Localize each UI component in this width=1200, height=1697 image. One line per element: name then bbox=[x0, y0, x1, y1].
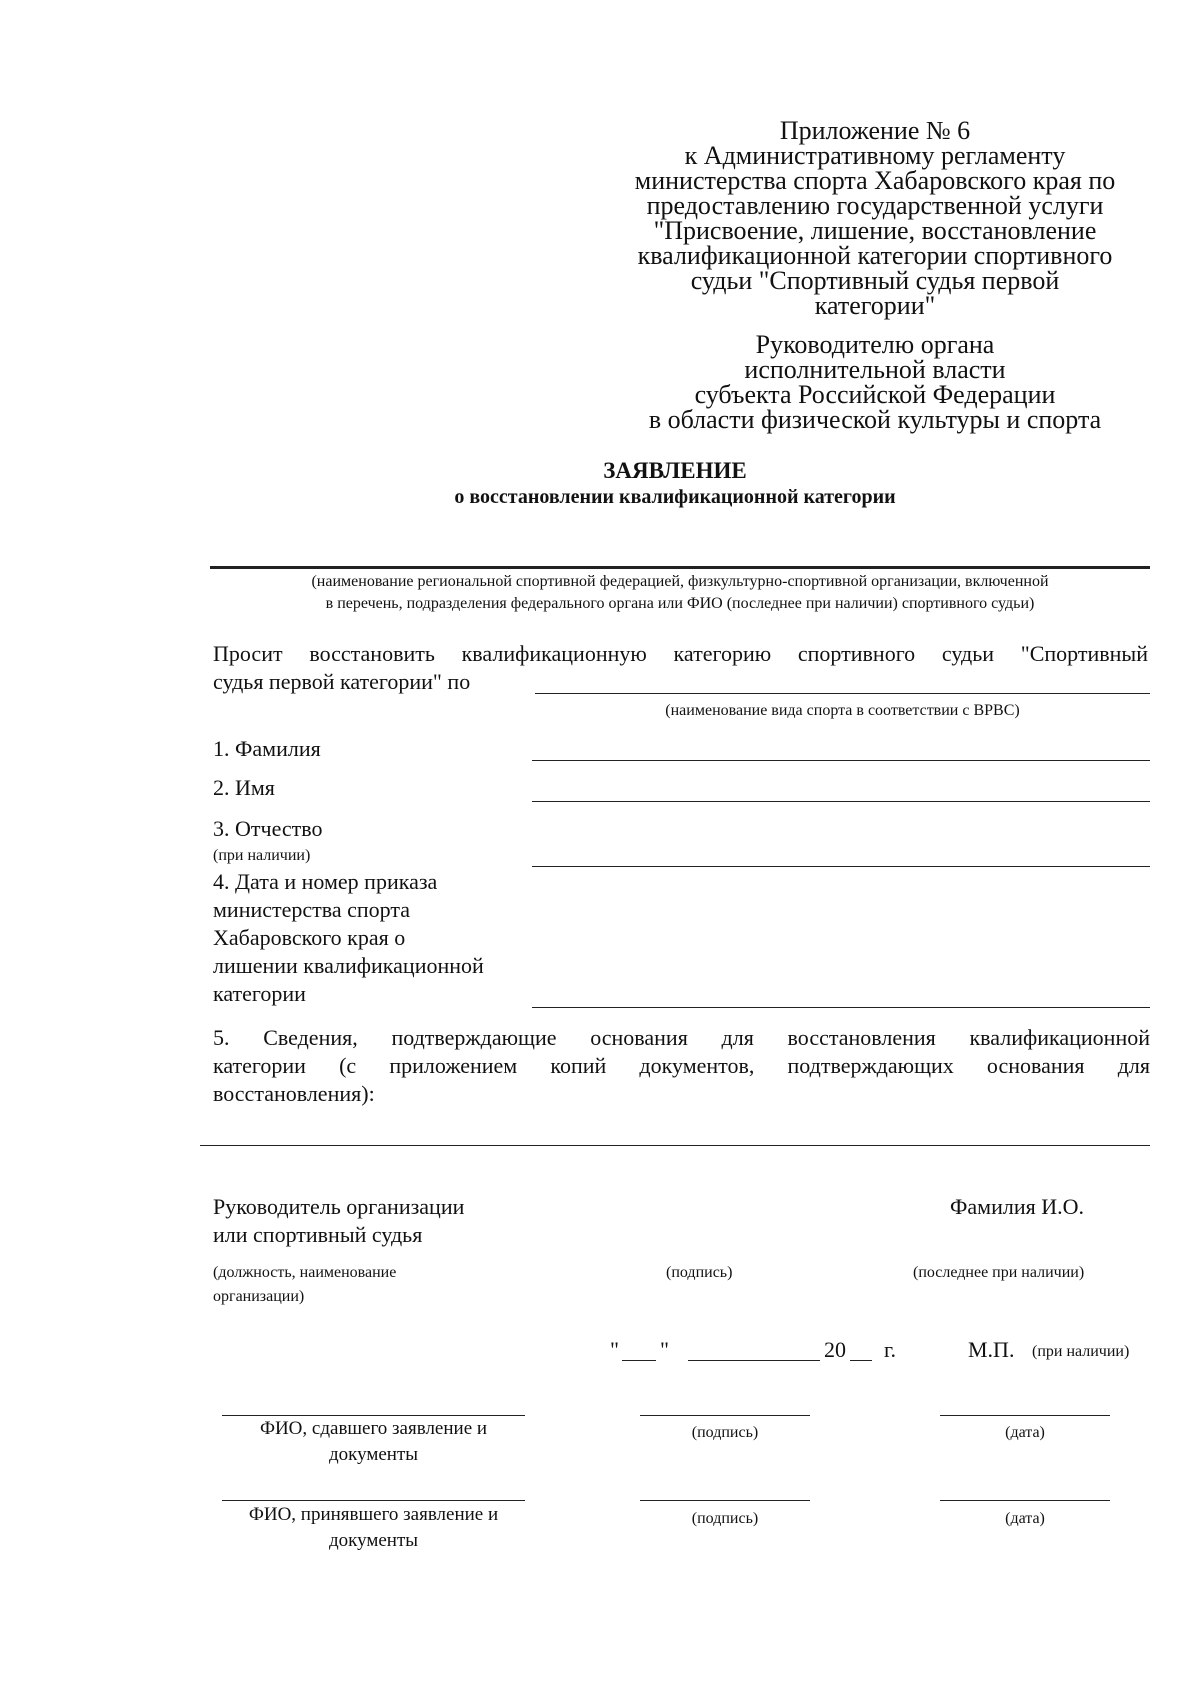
receiver-name-field[interactable] bbox=[222, 1500, 525, 1501]
applicant-note-line: в перечень, подразделения федерального органа или ФИО (последнее при наличии) спортивного судьи) bbox=[325, 595, 1035, 612]
receiver-date-note: (дата) bbox=[1005, 1510, 1045, 1527]
header-line: министерства спорта Хабаровского края по bbox=[634, 166, 1116, 195]
submitter-label-line: документы bbox=[328, 1444, 419, 1465]
grounds-line1: 5. Сведения, подтверждающие основания для восстановления квалификационной bbox=[213, 1025, 1150, 1050]
date-year-prefix: 20 bbox=[824, 1337, 846, 1362]
patronymic-field[interactable] bbox=[532, 866, 1150, 867]
date-day-field[interactable] bbox=[622, 1360, 656, 1361]
submitter-date-field[interactable] bbox=[940, 1415, 1110, 1416]
order-label-line: лишении квалификационной bbox=[213, 953, 484, 978]
recipient-block bbox=[590, 332, 1160, 432]
date-year-suffix: г. bbox=[884, 1337, 897, 1362]
applicant-field-line[interactable] bbox=[210, 566, 1150, 569]
header-line: к Административному регламенту bbox=[684, 141, 1066, 170]
grounds-line3: восстановления): bbox=[213, 1081, 375, 1106]
recipient-line: исполнительной власти bbox=[744, 355, 1006, 384]
submitter-date-note: (дата) bbox=[1005, 1424, 1045, 1441]
date-quote-open: " bbox=[610, 1337, 619, 1362]
stamp-note: (при наличии) bbox=[1032, 1343, 1130, 1360]
request-text-line1: Просит восстановить квалификационную категорию спортивного судьи "Спортивный bbox=[213, 641, 1148, 666]
date-quote-close: " bbox=[660, 1337, 669, 1362]
applicant-note-line: (наименование региональной спортивной федерацией, физкультурно-спортивной организации, включенной bbox=[311, 573, 1049, 590]
recipient-line: субъекта Российской Федерации bbox=[694, 380, 1056, 409]
recipient-line: в области физической культуры и спорта bbox=[648, 405, 1102, 434]
grounds-line2: категории (с приложением копий документов, подтверждающих основания для bbox=[213, 1053, 1150, 1078]
receiver-sign-note: (подпись) bbox=[691, 1510, 759, 1527]
position-note-line2: организации) bbox=[213, 1288, 305, 1305]
date-month-field[interactable] bbox=[688, 1360, 820, 1361]
surname-label: 1. Фамилия bbox=[213, 736, 321, 761]
document-subtitle: о восстановлении квалификационной категории bbox=[454, 486, 896, 508]
header-line: категории" bbox=[814, 291, 936, 320]
receiver-label bbox=[222, 1502, 525, 1554]
surname-field[interactable] bbox=[532, 760, 1150, 761]
submitter-sign-note: (подпись) bbox=[691, 1424, 759, 1441]
name-label: 2. Имя bbox=[213, 775, 275, 800]
header-line: Приложение № 6 bbox=[779, 116, 971, 145]
submitter-label bbox=[222, 1416, 525, 1468]
signature-note: (подпись) bbox=[666, 1264, 733, 1281]
order-label-line: Хабаровского края о bbox=[213, 925, 406, 950]
receiver-label-line: документы bbox=[328, 1530, 419, 1551]
grounds-field[interactable] bbox=[200, 1145, 1150, 1146]
stamp-label: М.П. bbox=[968, 1337, 1015, 1362]
appendix-header bbox=[590, 118, 1160, 318]
recipient-line: Руководителю органа bbox=[755, 330, 995, 359]
patronymic-note: (при наличии) bbox=[213, 847, 311, 864]
date-year-field[interactable] bbox=[850, 1360, 872, 1361]
name-note: (последнее при наличии) bbox=[913, 1264, 1085, 1281]
patronymic-label: 3. Отчество bbox=[213, 816, 323, 841]
signer-role-line1: Руководитель организации bbox=[213, 1194, 465, 1219]
header-line: квалификационной категории спортивного bbox=[637, 241, 1113, 270]
request-text-line2: судья первой категории" по bbox=[213, 669, 471, 694]
submitter-label-line: ФИО, сдавшего заявление и bbox=[259, 1418, 488, 1439]
order-field[interactable] bbox=[532, 1007, 1150, 1008]
name-field[interactable] bbox=[532, 801, 1150, 802]
header-line: "Присвоение, лишение, восстановление bbox=[653, 216, 1097, 245]
order-label-line: 4. Дата и номер приказа bbox=[213, 869, 438, 894]
submitter-signature-field[interactable] bbox=[640, 1415, 810, 1416]
order-label-line: категории bbox=[213, 981, 306, 1006]
applicant-note bbox=[200, 571, 1160, 615]
signer-name-label: Фамилия И.О. bbox=[950, 1194, 1084, 1219]
document-title: ЗАЯВЛЕНИЕ bbox=[603, 458, 747, 483]
receiver-signature-field[interactable] bbox=[640, 1500, 810, 1501]
header-line: судьи "Спортивный судья первой bbox=[690, 266, 1060, 295]
signer-role-line2: или спортивный судья bbox=[213, 1222, 423, 1247]
sport-note: (наименование вида спорта в соответствии с ВРВС) bbox=[665, 702, 1020, 719]
receiver-label-line: ФИО, принявшего заявление и bbox=[248, 1504, 499, 1525]
header-line: предоставлению государственной услуги bbox=[646, 191, 1104, 220]
order-label bbox=[213, 868, 533, 1008]
receiver-date-field[interactable] bbox=[940, 1500, 1110, 1501]
sport-field[interactable] bbox=[535, 693, 1150, 694]
position-note-line1: (должность, наименование bbox=[213, 1264, 397, 1281]
order-label-line: министерства спорта bbox=[213, 897, 411, 922]
